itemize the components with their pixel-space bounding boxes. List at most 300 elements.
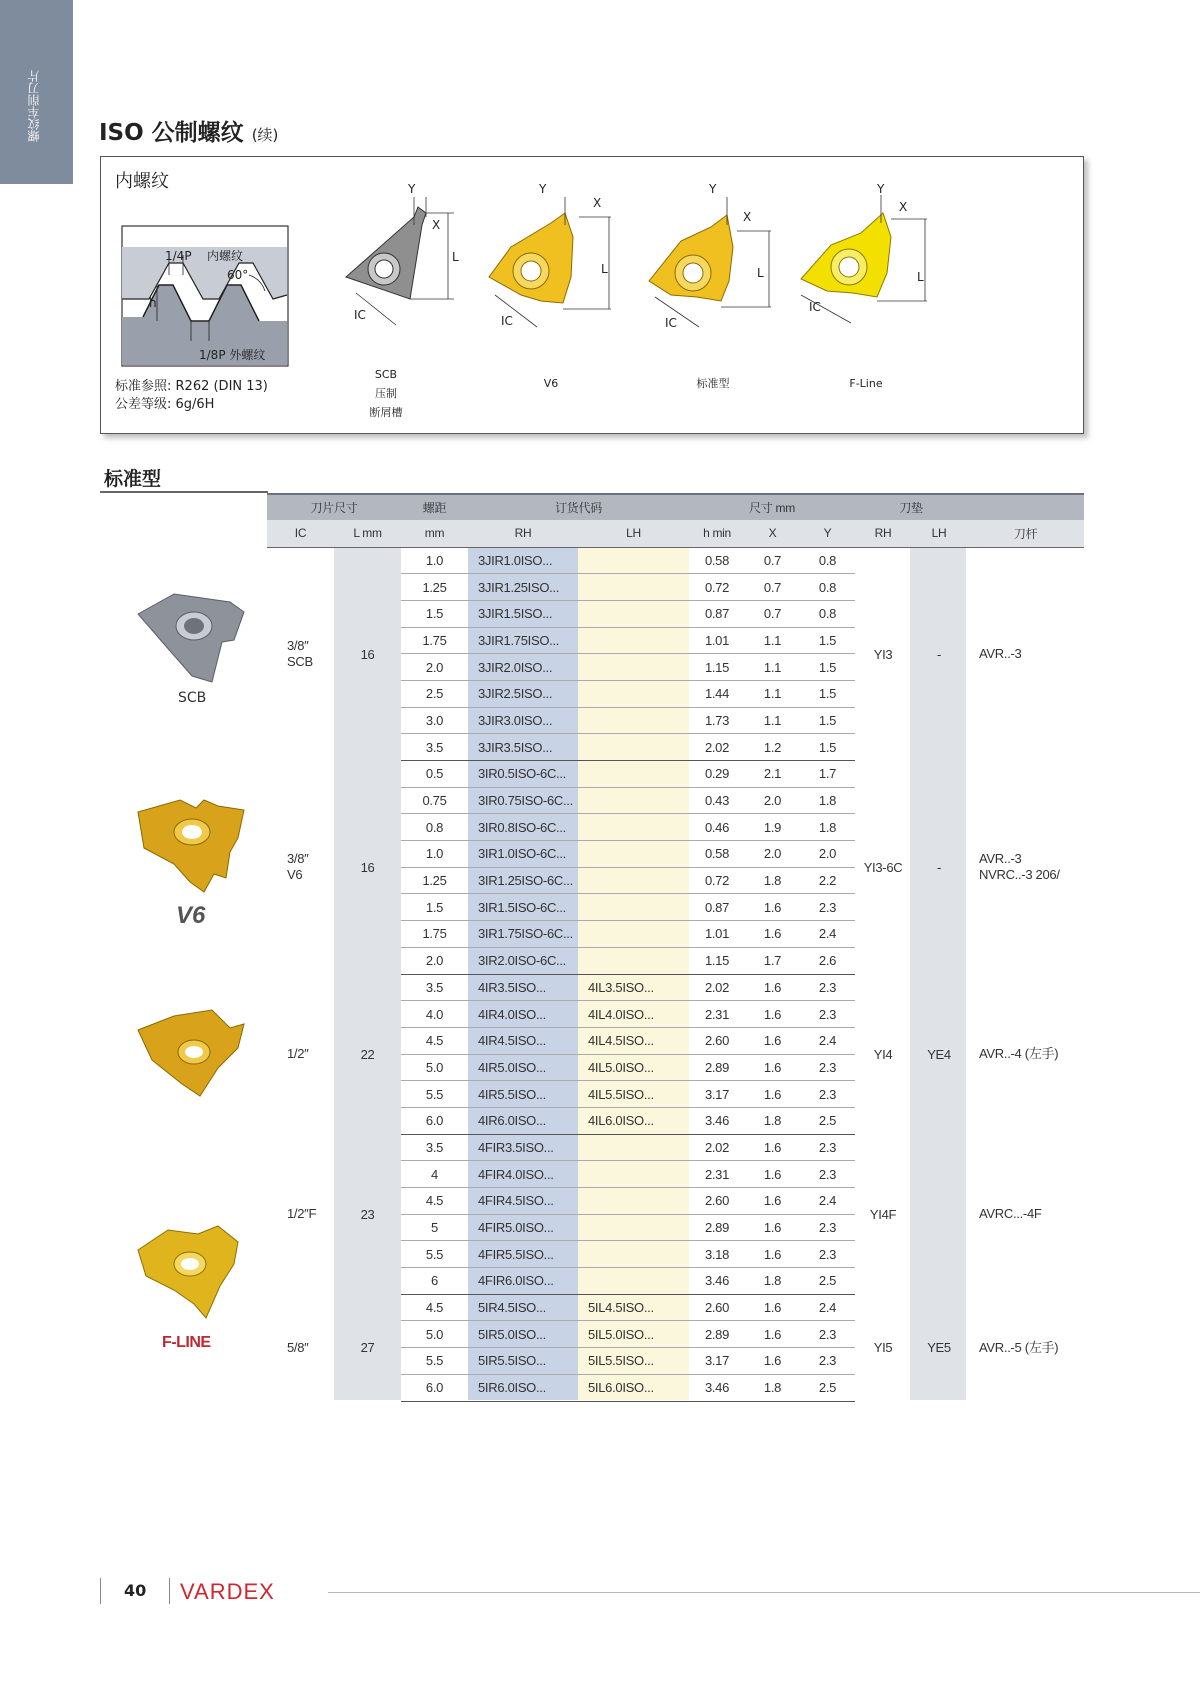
cell-hmin: 2.89	[689, 1214, 745, 1241]
header-pitch: 螺距	[401, 494, 468, 520]
cell-pitch: 2.0	[401, 654, 468, 681]
cell-x: 1.6	[745, 1161, 800, 1188]
cell-l: 27	[360, 1340, 375, 1356]
page-title-continued: (续)	[251, 126, 279, 144]
cell-hmin: 2.60	[689, 1188, 745, 1215]
dim-x: X	[432, 218, 441, 232]
spec-table-body	[267, 547, 1084, 1401]
cell-y: 2.0	[800, 841, 855, 868]
cell-hmin: 2.02	[689, 1134, 745, 1161]
cell-y: 2.3	[800, 1134, 855, 1161]
cell-ic-line: 5/8″	[287, 1339, 309, 1355]
cell-order-rh: 4FIR3.5ISO...	[468, 1134, 578, 1161]
cell-order-lh: 4IL3.5ISO...	[578, 974, 689, 1001]
cell-y: 2.3	[800, 1054, 855, 1081]
table-row	[267, 1134, 1084, 1161]
cell-x: 1.6	[745, 1081, 800, 1108]
label-quarter-pitch: 1/4P	[165, 249, 192, 263]
cell-x: 1.6	[745, 1054, 800, 1081]
cell-pitch: 3.5	[401, 734, 468, 761]
cell-order-rh: 3JIR3.0ISO...	[468, 707, 578, 734]
cell-order-lh	[578, 1214, 689, 1241]
cell-shim-lh: YE4	[927, 1046, 951, 1062]
cell-hmin: 3.46	[689, 1268, 745, 1295]
cell-holder-line: AVRC...-4F	[979, 1206, 1042, 1222]
cell-order-lh: 5IL6.0ISO...	[578, 1374, 689, 1401]
cell-order-lh: 4IL4.5ISO...	[578, 1027, 689, 1054]
cell-order-rh: 3JIR1.75ISO...	[468, 627, 578, 654]
page-number: 40	[124, 1581, 147, 1600]
header-order-code: 订货代码	[468, 494, 689, 520]
cell-order-lh	[578, 867, 689, 894]
cell-x: 2.0	[745, 787, 800, 814]
page-title-text: ISO 公制螺纹	[99, 120, 244, 146]
cell-pitch: 1.25	[401, 574, 468, 601]
cell-y: 1.8	[800, 814, 855, 841]
cell-order-lh	[578, 707, 689, 734]
cell-holder-line: NVRC..-3 206/	[979, 867, 1060, 883]
cell-y: 2.2	[800, 867, 855, 894]
cell-ic-line: 1/2″	[287, 1046, 309, 1062]
cell-x: 1.6	[745, 1001, 800, 1028]
diagram-box	[100, 156, 1084, 434]
cell-shim-lh: -	[937, 859, 942, 875]
cell-hmin: 0.58	[689, 547, 745, 574]
cell-x: 1.1	[745, 680, 800, 707]
cell-y: 2.3	[800, 1214, 855, 1241]
dim-x: X	[899, 200, 908, 214]
label-angle: 60°	[227, 268, 249, 282]
cell-pitch: 5.0	[401, 1054, 468, 1081]
cell-pitch: 3.0	[401, 707, 468, 734]
cell-order-lh	[578, 1268, 689, 1295]
cell-hmin: 0.87	[689, 894, 745, 921]
cell-shim-rh: YI5	[873, 1340, 893, 1356]
cell-order-lh	[578, 947, 689, 974]
cell-shim-rh: YI4	[873, 1046, 893, 1062]
cell-y: 2.3	[800, 1348, 855, 1375]
cell-holder-line: AVR..-3	[979, 646, 1022, 661]
cell-order-lh: 5IL5.0ISO...	[578, 1321, 689, 1348]
cell-order-lh	[578, 841, 689, 868]
cell-x: 0.7	[745, 574, 800, 601]
dim-ic: IC	[665, 316, 677, 330]
cell-order-rh: 4IR5.5ISO...	[468, 1081, 578, 1108]
cell-y: 2.3	[800, 1081, 855, 1108]
cell-order-rh: 4IR4.5ISO...	[468, 1027, 578, 1054]
section-title: 标准型	[104, 468, 162, 490]
cell-x: 1.6	[745, 921, 800, 948]
cell-y: 2.5	[800, 1374, 855, 1401]
cell-y: 2.3	[800, 1161, 855, 1188]
footer-divider-left	[100, 1578, 101, 1604]
subheader-ic: IC	[267, 520, 334, 547]
cell-pitch: 1.0	[401, 841, 468, 868]
cell-order-rh: 3IR0.8ISO-6C...	[468, 814, 578, 841]
cell-pitch: 5.0	[401, 1321, 468, 1348]
subheader-shim-rh: RH	[855, 520, 911, 547]
cell-y: 1.7	[800, 761, 855, 788]
cell-pitch: 6	[401, 1268, 468, 1295]
subheader-shim-lh: LH	[911, 520, 967, 547]
label-h: h	[149, 296, 157, 310]
cell-hmin: 3.46	[689, 1107, 745, 1134]
cell-order-lh	[578, 547, 689, 574]
cell-y: 0.8	[800, 600, 855, 627]
fline-insert-diagram	[791, 175, 931, 335]
dim-l: L	[601, 262, 608, 276]
label-eighth-pitch: 1/8P 外螺纹	[199, 348, 266, 362]
cell-hmin: 0.29	[689, 761, 745, 788]
cell-y: 1.5	[800, 734, 855, 761]
cell-ic	[267, 761, 334, 975]
cell-hmin: 2.89	[689, 1321, 745, 1348]
cell-y: 1.5	[800, 707, 855, 734]
cell-x: 1.8	[745, 1107, 800, 1134]
cell-ic	[267, 1294, 334, 1401]
cell-order-rh: 3JIR2.5ISO...	[468, 680, 578, 707]
group-header-row	[267, 494, 1084, 520]
cell-pitch: 1.75	[401, 627, 468, 654]
cell-l: 22	[360, 1046, 375, 1062]
cell-pitch: 4	[401, 1161, 468, 1188]
side-tab	[0, 0, 73, 184]
cell-hmin: 2.60	[689, 1294, 745, 1321]
cell-order-rh: 3IR1.75ISO-6C...	[468, 921, 578, 948]
spec-table	[267, 493, 1084, 1402]
cell-hmin: 3.46	[689, 1374, 745, 1401]
cell-hmin: 2.02	[689, 974, 745, 1001]
subheader-holder: 刀杆	[967, 520, 1084, 547]
cell-order-rh: 4FIR4.5ISO...	[468, 1188, 578, 1215]
header-insert-size: 刀片尺寸	[267, 494, 401, 520]
cell-hmin: 0.43	[689, 787, 745, 814]
dim-y: Y	[408, 182, 416, 196]
cell-shim-rh: YI3-6C	[863, 859, 903, 875]
cell-pitch: 1.5	[401, 894, 468, 921]
cell-ic	[267, 1134, 334, 1294]
cell-order-lh: 4IL5.5ISO...	[578, 1081, 689, 1108]
cell-x: 1.6	[745, 894, 800, 921]
cell-shim-rh: YI3	[873, 646, 893, 662]
standard-insert-diagram	[641, 177, 781, 337]
cell-order-rh: 3IR0.5ISO-6C...	[468, 761, 578, 788]
subheader-x: X	[745, 520, 800, 547]
cell-hmin: 0.87	[689, 600, 745, 627]
cell-shim-lh: YE5	[927, 1340, 951, 1356]
cell-y: 0.8	[800, 547, 855, 574]
cell-pitch: 1.75	[401, 921, 468, 948]
cell-order-rh: 4IR3.5ISO...	[468, 974, 578, 1001]
fline-caption: F-Line	[849, 377, 883, 390]
cell-order-lh	[578, 1134, 689, 1161]
cell-hmin: 1.01	[689, 921, 745, 948]
cell-holder	[967, 974, 1084, 1134]
cell-x: 0.7	[745, 600, 800, 627]
v6-insert-diagram	[481, 177, 621, 337]
cell-order-rh: 5IR4.5ISO...	[468, 1294, 578, 1321]
cell-order-rh: 3IR1.25ISO-6C...	[468, 867, 578, 894]
cell-hmin: 1.73	[689, 707, 745, 734]
cell-order-rh: 3JIR2.0ISO...	[468, 654, 578, 681]
cell-x: 1.8	[745, 867, 800, 894]
cell-shim-lh: -	[937, 646, 942, 662]
cell-shim-rh: YI4F	[869, 1206, 897, 1222]
cell-order-rh: 4FIR5.0ISO...	[468, 1214, 578, 1241]
table-row	[267, 761, 1084, 788]
cell-holder-line: AVR..-5 (左手)	[979, 1339, 1059, 1355]
cell-order-rh: 4IR4.0ISO...	[468, 1001, 578, 1028]
sub-header-row	[267, 520, 1084, 547]
dim-ic: IC	[501, 314, 513, 328]
footer-rule	[328, 1592, 1200, 1593]
cell-hmin: 0.72	[689, 574, 745, 601]
cell-l: 23	[360, 1206, 375, 1222]
dim-x: X	[593, 196, 602, 210]
cell-order-lh: 4IL6.0ISO...	[578, 1107, 689, 1134]
header-dimensions: 尺寸 mm	[689, 494, 855, 520]
cell-x: 1.6	[745, 1188, 800, 1215]
cell-holder	[967, 761, 1084, 975]
cell-x: 1.8	[745, 1374, 800, 1401]
cell-order-lh: 5IL4.5ISO...	[578, 1294, 689, 1321]
cell-pitch: 4.5	[401, 1294, 468, 1321]
cell-l: 16	[360, 859, 375, 875]
cell-ic-line: 3/8″	[287, 851, 309, 867]
cell-order-rh: 5IR6.0ISO...	[468, 1374, 578, 1401]
cell-x: 2.1	[745, 761, 800, 788]
cell-order-lh	[578, 680, 689, 707]
cell-order-rh: 3JIR1.5ISO...	[468, 600, 578, 627]
cell-shim-lh	[911, 1134, 967, 1294]
cell-y: 2.4	[800, 1294, 855, 1321]
cell-pitch: 3.5	[401, 974, 468, 1001]
cell-order-rh: 3JIR1.25ISO...	[468, 574, 578, 601]
cell-hmin: 2.02	[689, 734, 745, 761]
cell-y: 1.8	[800, 787, 855, 814]
cell-pitch: 0.75	[401, 787, 468, 814]
footer-divider-right	[169, 1578, 170, 1604]
scb-insert-image	[134, 590, 248, 686]
cell-pitch: 0.8	[401, 814, 468, 841]
cell-order-lh	[578, 761, 689, 788]
page-title	[99, 114, 278, 147]
cell-order-rh: 3IR1.0ISO-6C...	[468, 841, 578, 868]
cell-order-lh	[578, 1161, 689, 1188]
cell-order-lh	[578, 734, 689, 761]
cell-x: 1.1	[745, 707, 800, 734]
table-row	[267, 547, 1084, 574]
v6-insert-image	[134, 798, 248, 896]
cell-y: 1.5	[800, 680, 855, 707]
cell-order-rh: 3IR1.5ISO-6C...	[468, 894, 578, 921]
cell-order-lh	[578, 627, 689, 654]
dim-l: L	[757, 266, 764, 280]
cell-x: 1.6	[745, 974, 800, 1001]
cell-order-lh: 4IL5.0ISO...	[578, 1054, 689, 1081]
cell-hmin: 0.72	[689, 867, 745, 894]
cell-order-lh	[578, 574, 689, 601]
v6-caption: V6	[543, 377, 559, 390]
cell-x: 1.6	[745, 1134, 800, 1161]
cell-order-rh: 4FIR4.0ISO...	[468, 1161, 578, 1188]
cell-order-rh: 5IR5.0ISO...	[468, 1321, 578, 1348]
dim-l: L	[452, 250, 459, 264]
cell-pitch: 2.0	[401, 947, 468, 974]
cell-x: 1.6	[745, 1241, 800, 1268]
cell-x: 1.6	[745, 1348, 800, 1375]
header-shim: 刀垫	[855, 494, 967, 520]
cell-x: 0.7	[745, 547, 800, 574]
cell-pitch: 1.5	[401, 600, 468, 627]
side-tab-label: 螺纹车削刀片	[27, 70, 41, 142]
dim-ic: IC	[354, 308, 366, 322]
cell-hmin: 2.31	[689, 1001, 745, 1028]
cell-holder-line: AVR..-3	[979, 851, 1022, 867]
cell-ic-line: 1/2″F	[287, 1206, 317, 1222]
cell-order-lh	[578, 600, 689, 627]
cell-order-lh: 4IL4.0ISO...	[578, 1001, 689, 1028]
cell-ic	[267, 547, 334, 761]
cell-x: 1.9	[745, 814, 800, 841]
dim-y: Y	[877, 182, 885, 196]
cell-pitch: 1.25	[401, 867, 468, 894]
cell-holder	[967, 547, 1084, 761]
cell-pitch: 6.0	[401, 1107, 468, 1134]
dim-y: Y	[539, 182, 547, 196]
cell-hmin: 1.44	[689, 680, 745, 707]
fline-logo: F-LINE	[162, 1334, 211, 1351]
cell-pitch: 2.5	[401, 680, 468, 707]
subheader-hmin: h min	[689, 520, 745, 547]
cell-holder	[967, 1134, 1084, 1294]
section-rule	[100, 491, 268, 493]
thread-profile-diagram	[121, 225, 289, 367]
cell-ic-line: V6	[287, 867, 303, 883]
subheader-lh: LH	[578, 520, 689, 547]
subheader-mm: mm	[401, 520, 468, 547]
cell-order-lh	[578, 654, 689, 681]
brand-logo: VARDEX	[180, 1579, 275, 1604]
cell-hmin: 0.46	[689, 814, 745, 841]
cell-order-rh: 3IR2.0ISO-6C...	[468, 947, 578, 974]
cell-order-lh: 5IL5.5ISO...	[578, 1348, 689, 1375]
table-row	[267, 974, 1084, 1001]
cell-hmin: 3.17	[689, 1348, 745, 1375]
cell-order-rh: 3JIR3.5ISO...	[468, 734, 578, 761]
cell-x: 1.2	[745, 734, 800, 761]
diagram-box-title: 内螺纹	[115, 171, 169, 192]
cell-y: 1.5	[800, 654, 855, 681]
cell-x: 1.1	[745, 654, 800, 681]
cell-x: 1.1	[745, 627, 800, 654]
cell-order-rh: 4IR5.0ISO...	[468, 1054, 578, 1081]
cell-y: 2.4	[800, 1188, 855, 1215]
cell-l: 16	[360, 646, 375, 662]
tolerance-text: 公差等级: 6g/6H	[115, 397, 215, 412]
subheader-y: Y	[800, 520, 855, 547]
cell-x: 1.6	[745, 1294, 800, 1321]
standard-insert-image	[134, 1008, 248, 1100]
cell-order-rh: 5IR5.5ISO...	[468, 1348, 578, 1375]
cell-x: 1.6	[745, 1214, 800, 1241]
cell-x: 1.6	[745, 1027, 800, 1054]
cell-pitch: 5	[401, 1214, 468, 1241]
cell-order-lh	[578, 814, 689, 841]
cell-y: 2.5	[800, 1107, 855, 1134]
cell-x: 2.0	[745, 841, 800, 868]
cell-ic	[267, 974, 334, 1134]
cell-order-rh: 4FIR6.0ISO...	[468, 1268, 578, 1295]
cell-order-lh	[578, 921, 689, 948]
cell-pitch: 4.5	[401, 1027, 468, 1054]
cell-x: 1.6	[745, 1321, 800, 1348]
cell-order-rh: 3JIR1.0ISO...	[468, 547, 578, 574]
cell-hmin: 1.01	[689, 627, 745, 654]
cell-order-lh	[578, 894, 689, 921]
cell-holder-line: AVR..-4 (左手)	[979, 1046, 1059, 1062]
cell-pitch: 5.5	[401, 1081, 468, 1108]
cell-y: 2.4	[800, 1027, 855, 1054]
cell-pitch: 0.5	[401, 761, 468, 788]
label-internal-thread: 内螺纹	[207, 249, 244, 263]
cell-y: 2.3	[800, 1321, 855, 1348]
cell-y: 2.4	[800, 921, 855, 948]
cell-order-rh: 4FIR5.5ISO...	[468, 1241, 578, 1268]
subheader-l: L mm	[334, 520, 401, 547]
cell-y: 2.3	[800, 974, 855, 1001]
cell-x: 1.8	[745, 1268, 800, 1295]
subheader-rh: RH	[468, 520, 578, 547]
cell-x: 1.7	[745, 947, 800, 974]
cell-order-lh	[578, 787, 689, 814]
cell-hmin: 0.58	[689, 841, 745, 868]
cell-hmin: 3.17	[689, 1081, 745, 1108]
cell-ic-line: SCB	[287, 654, 313, 669]
scb-image-label: SCB	[178, 690, 207, 706]
cell-y: 2.5	[800, 1268, 855, 1295]
dim-ic: IC	[809, 300, 821, 314]
cell-pitch: 5.5	[401, 1241, 468, 1268]
cell-y: 2.6	[800, 947, 855, 974]
cell-hmin: 2.31	[689, 1161, 745, 1188]
cell-pitch: 1.0	[401, 547, 468, 574]
standard-text: 标准参照: R262 (DIN 13)	[115, 379, 268, 394]
cell-order-rh: 3IR0.75ISO-6C...	[468, 787, 578, 814]
cell-y: 1.5	[800, 627, 855, 654]
standard-reference	[115, 378, 268, 414]
dim-y: Y	[709, 182, 717, 196]
cell-hmin: 1.15	[689, 654, 745, 681]
table-row	[267, 1294, 1084, 1321]
fline-insert-image	[134, 1224, 244, 1320]
dim-x: X	[743, 210, 752, 224]
cell-hmin: 2.60	[689, 1027, 745, 1054]
v6-logo: V6	[176, 902, 206, 929]
cell-hmin: 2.89	[689, 1054, 745, 1081]
cell-pitch: 4.0	[401, 1001, 468, 1028]
cell-y: 2.3	[800, 1001, 855, 1028]
standard-caption: 标准型	[696, 377, 730, 390]
cell-hmin: 1.15	[689, 947, 745, 974]
cell-y: 0.8	[800, 574, 855, 601]
scb-caption: SCB 压制 断屑槽	[369, 368, 403, 419]
cell-y: 2.3	[800, 894, 855, 921]
cell-holder	[967, 1294, 1084, 1401]
cell-order-lh	[578, 1241, 689, 1268]
dim-l: L	[917, 270, 924, 284]
cell-order-rh: 4IR6.0ISO...	[468, 1107, 578, 1134]
